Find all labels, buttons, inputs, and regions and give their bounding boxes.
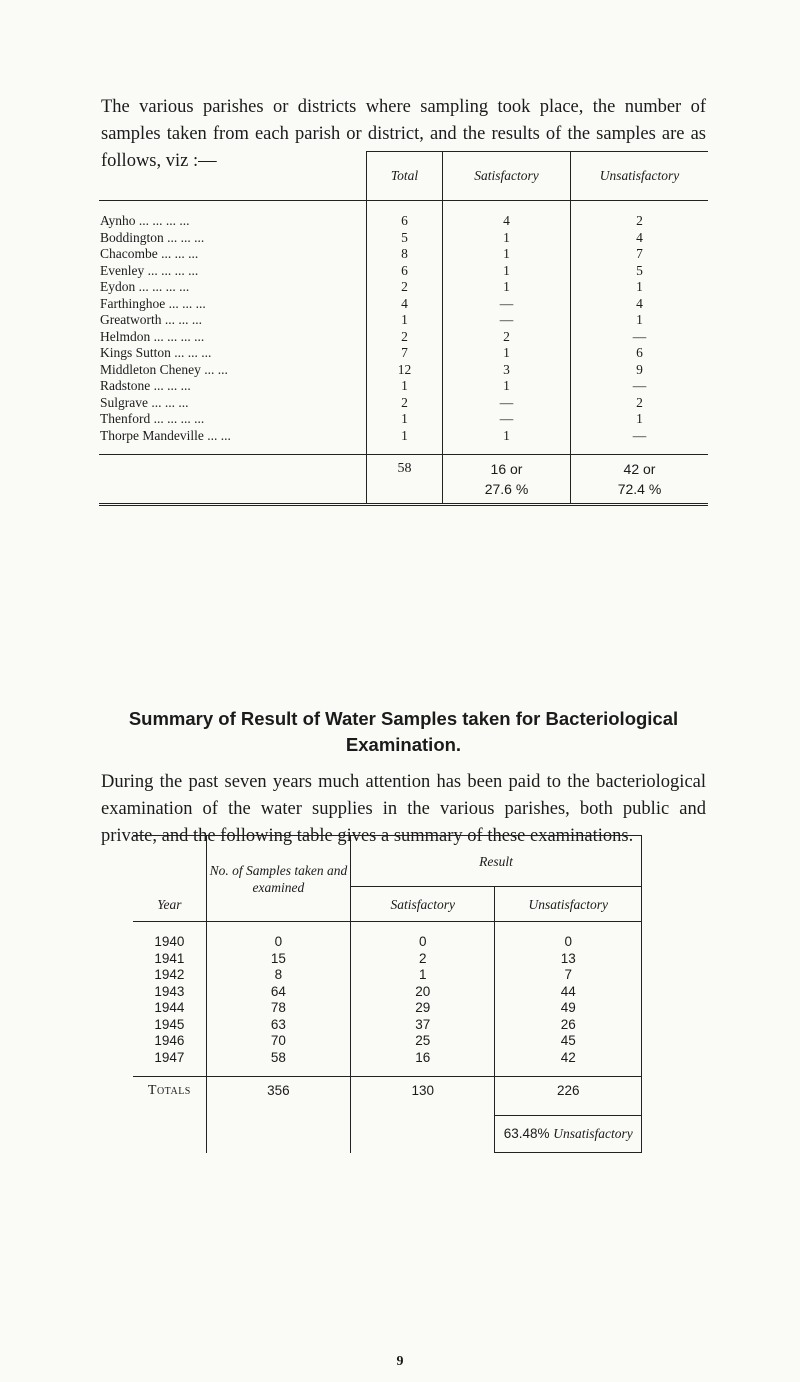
parish-unsatisfactory-cell: — bbox=[571, 428, 709, 455]
parish-name-cell: Kings Sutton ... ... ... bbox=[100, 345, 212, 361]
parish-unsatisfactory-cell: — bbox=[571, 378, 709, 395]
summary-year-row bbox=[133, 1050, 642, 1077]
percent-label: Unsatisfactory bbox=[553, 1126, 633, 1141]
parish-satisfactory-cell: 1 bbox=[443, 230, 571, 247]
parish-satisfactory-cell: — bbox=[443, 395, 571, 412]
percent-empty-samples bbox=[206, 1116, 350, 1153]
parish-total-cell: 1 bbox=[367, 378, 443, 395]
unsatisfactory-cell: 44 bbox=[495, 984, 642, 1001]
parish-total-cell: 1 bbox=[367, 411, 443, 428]
parish-row bbox=[99, 263, 708, 280]
percent-value: 63.48% bbox=[503, 1126, 550, 1141]
year-cell: 1945 bbox=[154, 1016, 185, 1032]
parish-satisfactory-cell: — bbox=[443, 411, 571, 428]
year-cell: 1946 bbox=[154, 1033, 185, 1049]
parish-name-cell: Chacombe ... ... ... bbox=[100, 246, 199, 262]
year-cell: 1947 bbox=[154, 1049, 185, 1065]
parish-row bbox=[99, 201, 708, 230]
parish-satisfactory-cell: 1 bbox=[443, 279, 571, 296]
satisfactory-cell: 16 bbox=[351, 1050, 495, 1077]
parish-samples-table bbox=[99, 151, 708, 506]
parish-satisfactory-cell: — bbox=[443, 312, 571, 329]
samples-cell: 15 bbox=[206, 951, 350, 968]
unsatisfactory-cell: 7 bbox=[495, 967, 642, 984]
parish-name-cell: Helmdon ... ... ... ... bbox=[100, 328, 205, 344]
parish-total-cell: 12 bbox=[367, 362, 443, 379]
parish-row bbox=[99, 279, 708, 296]
parish-totals-row bbox=[99, 455, 708, 505]
satisfactory-cell: 29 bbox=[351, 1000, 495, 1017]
parish-unsatisfactory-cell: — bbox=[571, 329, 709, 346]
satisfactory-cell: 20 bbox=[351, 984, 495, 1001]
parish-row bbox=[99, 428, 708, 455]
parish-name-cell: Farthinghoe ... ... ... bbox=[100, 295, 206, 311]
parish-satisfactory-cell: — bbox=[443, 296, 571, 313]
year-cell: 1942 bbox=[154, 967, 185, 983]
unsatisfactory-sum-count: 42 or bbox=[623, 461, 656, 477]
parish-name-cell: Greatworth ... ... ... bbox=[100, 312, 202, 328]
parish-total-cell: 7 bbox=[367, 345, 443, 362]
samples-cell: 63 bbox=[206, 1017, 350, 1034]
year-cell: 1940 bbox=[154, 934, 185, 950]
totals-unsatisfactory: 226 bbox=[495, 1077, 642, 1116]
parish-column-header bbox=[99, 152, 367, 201]
satisfactory-column-header: Satisfactory bbox=[443, 152, 571, 201]
totals-satisfactory: 130 bbox=[351, 1077, 495, 1116]
parish-row bbox=[99, 329, 708, 346]
parish-satisfactory-cell: 4 bbox=[443, 201, 571, 230]
parish-name-cell: Eydon ... ... ... ... bbox=[100, 279, 190, 295]
unsatisfactory-sum-cell bbox=[571, 455, 709, 505]
parish-unsatisfactory-cell: 1 bbox=[571, 312, 709, 329]
satisfactory-cell: 37 bbox=[351, 1017, 495, 1034]
parish-unsatisfactory-cell: 1 bbox=[571, 279, 709, 296]
unsatisfactory-cell: 49 bbox=[495, 1000, 642, 1017]
summary-header-row-1 bbox=[133, 836, 642, 887]
page-number: 9 bbox=[396, 1354, 404, 1369]
parish-name-cell: Middleton Cheney ... ... bbox=[100, 361, 228, 377]
unsatisfactory-cell: 42 bbox=[495, 1050, 642, 1077]
unsatisfactory-cell: 13 bbox=[495, 951, 642, 968]
parish-total-cell: 8 bbox=[367, 246, 443, 263]
parish-name-cell: Thorpe Mandeville ... ... bbox=[100, 427, 231, 443]
unsatisfactory-column-header: Unsatisfactory bbox=[571, 152, 709, 201]
samples-column-header: No. of Samples taken and examined bbox=[206, 836, 350, 922]
summary-unsatisfactory-header: Unsatisfactory bbox=[495, 887, 642, 922]
total-sum-cell: 58 bbox=[367, 455, 443, 505]
samples-cell: 0 bbox=[206, 922, 350, 951]
summary-year-row bbox=[133, 922, 642, 951]
totals-label: Totals bbox=[133, 1077, 206, 1116]
parish-name-cell: Radstone ... ... ... bbox=[100, 378, 191, 394]
summary-percent-row bbox=[133, 1116, 642, 1153]
parish-row bbox=[99, 362, 708, 379]
parish-unsatisfactory-cell: 6 bbox=[571, 345, 709, 362]
satisfactory-sum-percent: 27.6 % bbox=[484, 481, 529, 497]
parish-satisfactory-cell: 1 bbox=[443, 345, 571, 362]
parish-total-cell: 1 bbox=[367, 428, 443, 455]
parish-unsatisfactory-cell: 4 bbox=[571, 296, 709, 313]
unsatisfactory-cell: 0 bbox=[495, 922, 642, 951]
parish-row bbox=[99, 345, 708, 362]
samples-cell: 70 bbox=[206, 1033, 350, 1050]
satisfactory-cell: 25 bbox=[351, 1033, 495, 1050]
parish-total-cell: 2 bbox=[367, 395, 443, 412]
parish-total-cell: 6 bbox=[367, 201, 443, 230]
summary-year-row bbox=[133, 1017, 642, 1034]
parish-unsatisfactory-cell: 1 bbox=[571, 411, 709, 428]
unsatisfactory-cell: 45 bbox=[495, 1033, 642, 1050]
parish-satisfactory-cell: 2 bbox=[443, 329, 571, 346]
parish-unsatisfactory-cell: 2 bbox=[571, 201, 709, 230]
summary-totals-row bbox=[133, 1077, 642, 1116]
summary-year-row bbox=[133, 967, 642, 984]
parish-satisfactory-cell: 3 bbox=[443, 362, 571, 379]
summary-year-row bbox=[133, 1033, 642, 1050]
parish-row bbox=[99, 378, 708, 395]
samples-cell: 8 bbox=[206, 967, 350, 984]
percent-unsatisfactory-cell bbox=[495, 1116, 642, 1153]
percent-empty-year bbox=[133, 1116, 206, 1153]
parish-name-cell: Sulgrave ... ... ... bbox=[100, 394, 189, 410]
summary-satisfactory-header: Satisfactory bbox=[351, 887, 495, 922]
parish-total-cell: 6 bbox=[367, 263, 443, 280]
parish-satisfactory-cell: 1 bbox=[443, 246, 571, 263]
samples-cell: 58 bbox=[206, 1050, 350, 1077]
parish-name-cell: Evenley ... ... ... ... bbox=[100, 262, 199, 278]
unsatisfactory-cell: 26 bbox=[495, 1017, 642, 1034]
parish-unsatisfactory-cell: 2 bbox=[571, 395, 709, 412]
parish-row bbox=[99, 246, 708, 263]
parish-row bbox=[99, 230, 708, 247]
satisfactory-cell: 0 bbox=[351, 922, 495, 951]
parish-total-cell: 5 bbox=[367, 230, 443, 247]
parish-satisfactory-cell: 1 bbox=[443, 428, 571, 455]
satisfactory-cell: 1 bbox=[351, 967, 495, 984]
samples-cell: 78 bbox=[206, 1000, 350, 1017]
year-cell: 1943 bbox=[154, 983, 185, 999]
year-cell: 1944 bbox=[154, 1000, 185, 1016]
summary-year-row bbox=[133, 1000, 642, 1017]
parish-satisfactory-cell: 1 bbox=[443, 263, 571, 280]
parish-table-header-row bbox=[99, 152, 708, 201]
intro-paragraph: The various parishes or districts where sampling took place, the number of samples taken from each parish or district, and the results of the samples are as follows, viz :— bbox=[101, 97, 706, 171]
year-cell: 1941 bbox=[154, 950, 185, 966]
parish-name-cell: Boddington ... ... ... bbox=[100, 229, 205, 245]
parish-unsatisfactory-cell: 7 bbox=[571, 246, 709, 263]
parish-name-cell: Aynho ... ... ... ... bbox=[100, 213, 190, 229]
samples-cell: 64 bbox=[206, 984, 350, 1001]
parish-name-cell: Thenford ... ... ... ... bbox=[100, 411, 205, 427]
result-column-header: Result bbox=[351, 836, 642, 887]
parish-row bbox=[99, 395, 708, 412]
parish-row bbox=[99, 411, 708, 428]
total-column-header: Total bbox=[367, 152, 443, 201]
summary-year-row bbox=[133, 951, 642, 968]
summary-year-row bbox=[133, 984, 642, 1001]
satisfactory-sum-count: 16 or bbox=[490, 461, 523, 477]
unsatisfactory-sum-percent: 72.4 % bbox=[617, 481, 662, 497]
year-column-header: Year bbox=[133, 836, 206, 922]
parish-unsatisfactory-cell: 5 bbox=[571, 263, 709, 280]
parish-satisfactory-cell: 1 bbox=[443, 378, 571, 395]
totals-samples: 356 bbox=[206, 1077, 350, 1116]
parish-total-cell: 2 bbox=[367, 279, 443, 296]
satisfactory-cell: 2 bbox=[351, 951, 495, 968]
summary-paragraph: During the past seven years much attention has been paid to the bacteriological examination of the water supplies in the various parishes, both public and private, and the following table gives a summary of these examinations. bbox=[101, 772, 706, 846]
yearly-summary-table bbox=[133, 835, 642, 1153]
parish-total-cell: 1 bbox=[367, 312, 443, 329]
parish-unsatisfactory-cell: 9 bbox=[571, 362, 709, 379]
summary-heading: Summary of Result of Water Samples taken for Bacteriological Examination. bbox=[128, 708, 679, 755]
parish-total-cell: 4 bbox=[367, 296, 443, 313]
parish-row bbox=[99, 312, 708, 329]
parish-unsatisfactory-cell: 4 bbox=[571, 230, 709, 247]
parish-total-cell: 2 bbox=[367, 329, 443, 346]
parish-row bbox=[99, 296, 708, 313]
percent-empty-satisfactory bbox=[351, 1116, 495, 1153]
totals-label-cell bbox=[99, 455, 367, 505]
satisfactory-sum-cell bbox=[443, 455, 571, 505]
